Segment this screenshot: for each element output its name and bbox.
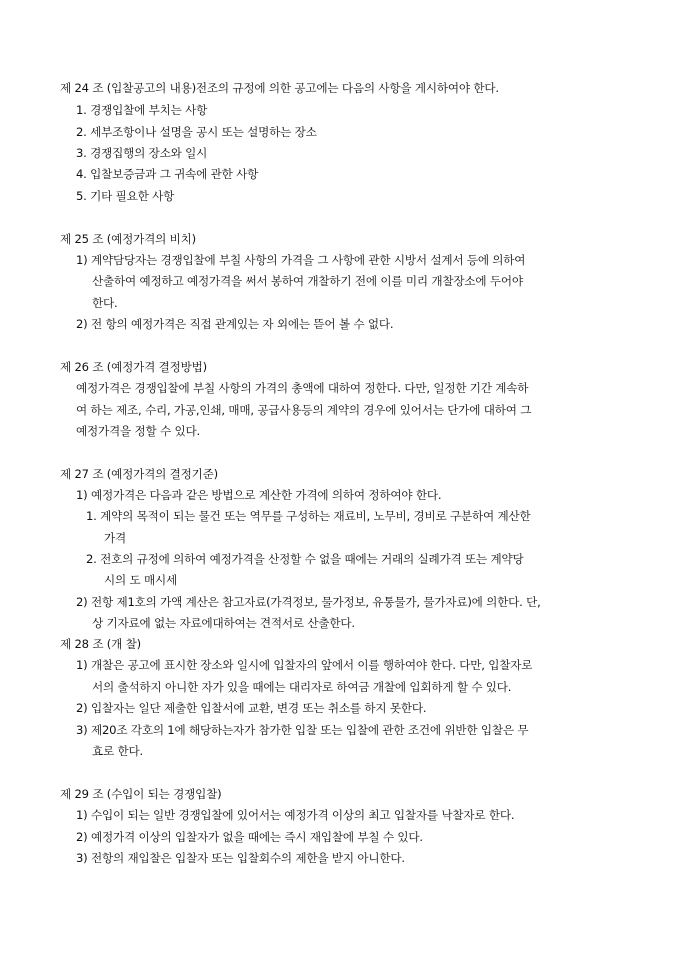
article-28-item-2: 2) 입찰자는 일단 제출한 입찰서에 교환, 변경 또는 취소를 하지 못한다. bbox=[76, 701, 427, 715]
article-26-body-line-2: 여 하는 제조, 수리, 가공,인쇄, 매매, 공급사용등의 계약의 경우에 있어서는 단가에 대하여 그 bbox=[76, 403, 532, 417]
article-28-item-3-line-2: 효로 한다. bbox=[92, 744, 143, 758]
article-27-sub-1-line-1: 1. 계약의 목적이 되는 물건 또는 역무를 구성하는 재료비, 노무비, 경비로 구분하여 계산한 bbox=[86, 509, 531, 523]
article-24-title: 제 24 조 (입찰공고의 내용)전조의 규정에 의한 공고에는 다음의 사항을 게시하여야 한다. bbox=[60, 81, 499, 95]
article-26-body-line-1: 예정가격은 경쟁입찰에 부칠 사항의 가격의 총액에 대하여 정한다. 다만, 일정한 기간 계속하 bbox=[76, 381, 529, 395]
article-29-item-3: 3) 전항의 재입찰은 입찰자 또는 입찰회수의 제한을 받지 아니한다. bbox=[76, 851, 405, 865]
article-28-item-1-line-2: 서의 출석하지 아니한 자가 있을 때에는 대리자로 하여금 개찰에 입회하게 할 수 있다. bbox=[92, 680, 512, 694]
article-27-item-2-line-2: 상 기자료에 없는 자료에대하여는 견적서로 산출한다. bbox=[92, 616, 355, 630]
article-26-title: 제 26 조 (예정가격 결정방법) bbox=[60, 360, 207, 374]
article-29-item-2: 2) 예정가격 이상의 입찰자가 없을 때에는 즉시 재입찰에 부칠 수 있다. bbox=[76, 830, 423, 844]
article-24-item-1: 1. 경쟁입찰에 부치는 사항 bbox=[76, 103, 208, 117]
article-28-item-3-line-1: 3) 제20조 각호의 1에 해당하는자가 참가한 입찰 또는 입찰에 관한 조건에 위반한 입찰은 무 bbox=[76, 723, 529, 737]
article-27-item-2-line-1: 2) 전항 제1호의 가액 계산은 참고자료(가격정보, 물가정보, 유통물가, 물가자료)에 의한다. 단, bbox=[76, 595, 541, 609]
article-25-title: 제 25 조 (예정가격의 비치) bbox=[60, 232, 196, 246]
article-26-body-line-3: 예정가격을 정할 수 있다. bbox=[76, 424, 200, 438]
article-28-item-1-line-1: 1) 개찰은 공고에 표시한 장소와 일시에 입찰자의 앞에서 이를 행하여야 한다. 다만, 입찰자로 bbox=[76, 658, 533, 672]
article-27-sub-2-line-1: 2. 전호의 규정에 의하여 예정가격을 산정할 수 없을 때에는 거래의 실례가격 또는 계약당 bbox=[86, 552, 524, 566]
article-25-item-1-line-1: 1) 계약담당자는 경쟁입찰에 부칠 사항의 가격을 그 사항에 관한 시방서 설계서 등에 의하여 bbox=[76, 253, 526, 267]
article-24-item-3: 3. 경쟁집행의 장소와 일시 bbox=[76, 146, 208, 160]
article-24-item-4: 4. 입찰보증금과 그 귀속에 관한 사항 bbox=[76, 167, 259, 181]
article-27-sub-1-line-2: 가격 bbox=[104, 531, 126, 545]
article-24-item-5: 5. 기타 필요한 사항 bbox=[76, 189, 175, 203]
article-27-title: 제 27 조 (예정가격의 결정기준) bbox=[60, 467, 218, 481]
article-25-item-1-line-2: 산출하여 예정하고 예정가격을 써서 봉하여 개찰하기 전에 이를 미리 개찰장소에 두어야 bbox=[92, 274, 523, 288]
article-29-item-1: 1) 수입이 되는 일반 경쟁입찰에 있어서는 예정가격 이상의 최고 입찰자를 낙찰자로 한다. bbox=[76, 808, 515, 822]
article-28-title: 제 28 조 (개 찰) bbox=[60, 637, 141, 651]
article-25-item-1-line-3: 한다. bbox=[92, 296, 118, 310]
article-24-item-2: 2. 세부조항이나 설명을 공시 또는 설명하는 장소 bbox=[76, 125, 317, 139]
article-27-sub-2-line-2: 시의 도 매시세 bbox=[104, 573, 177, 587]
article-29-title: 제 29 조 (수입이 되는 경쟁입찰) bbox=[60, 787, 222, 801]
article-25-item-2: 2) 전 항의 예정가격은 직접 관계있는 자 외에는 뜯어 볼 수 없다. bbox=[76, 317, 394, 331]
article-27-item-1: 1) 예정가격은 다음과 같은 방법으로 계산한 가격에 의하여 정하여야 한다. bbox=[76, 488, 442, 502]
